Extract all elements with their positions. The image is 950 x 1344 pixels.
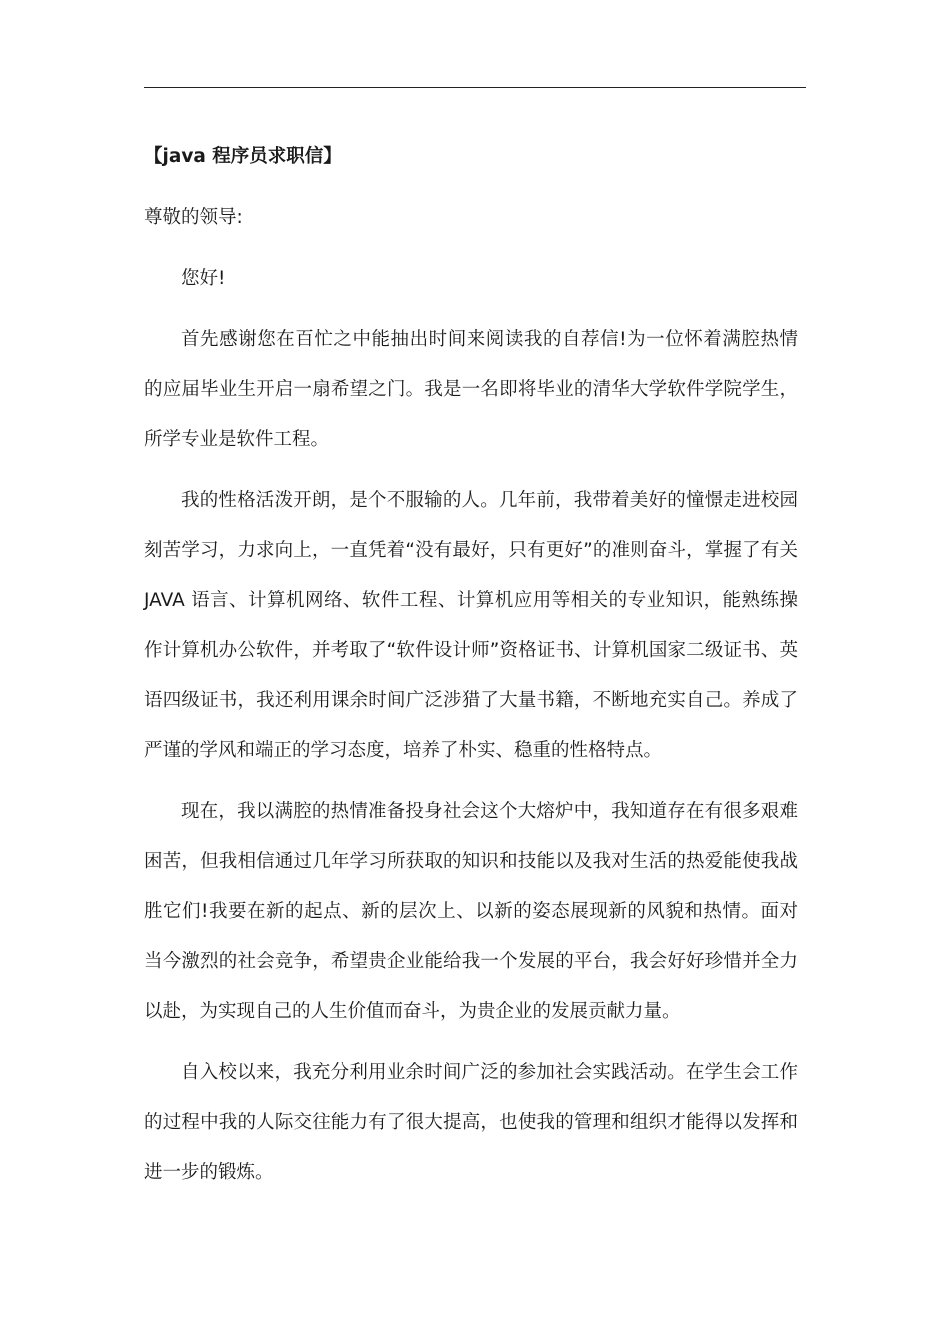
paragraph-activities: 自入校以来，我充分利用业余时间广泛的参加社会实践活动。在学生会工作的过程中我的人际交往能力有了很大提高，也使我的管理和组织才能得以发挥和进一步的锻炼。 — [144, 1062, 798, 1183]
salutation: 尊敬的领导: — [144, 207, 243, 228]
paragraph-personality: 我的性格活泼开朗，是个不服输的人。几年前，我带着美好的憧憬走进校园刻苦学习，力求向上，一直凭着“没有最好，只有更好”的准则奋斗，掌握了有关 JAVA 语言、计算机网络、软件工程、计算机应用等相关的专业知识，能熟练操作计算机办公软件，并考取了“软件设计师”资格证书、计算机国家二级证书、英语四级证书，我还利用课余时间广泛涉猎了大量书籍，不断地充实自己。养成了严谨的学风和端正的学习态度，培养了朴实、稳重的性格特点。 — [144, 490, 798, 761]
header-rule — [144, 87, 806, 88]
letter-title: 【java 程序员求职信】 — [144, 146, 342, 167]
greeting: 您好! — [181, 268, 226, 289]
letter-body — [144, 132, 798, 1209]
paragraph-aspiration: 现在，我以满腔的热情准备投身社会这个大熔炉中，我知道存在有很多艰难困苦，但我相信通过几年学习所获取的知识和技能以及我对生活的热爱能使我战胜它们!我要在新的起点、新的层次上、以新的姿态展现新的风貌和热情。面对当今激烈的社会竞争，希望贵企业能给我一个发展的平台，我会好好珍惜并全力以赴，为实现自己的人生价值而奋斗，为贵企业的发展贡献力量。 — [144, 801, 798, 1022]
paragraph-intro: 首先感谢您在百忙之中能抽出时间来阅读我的自荐信!为一位怀着满腔热情的应届毕业生开启一扇希望之门。我是一名即将毕业的清华大学软件学院学生，所学专业是软件工程。 — [144, 329, 798, 450]
